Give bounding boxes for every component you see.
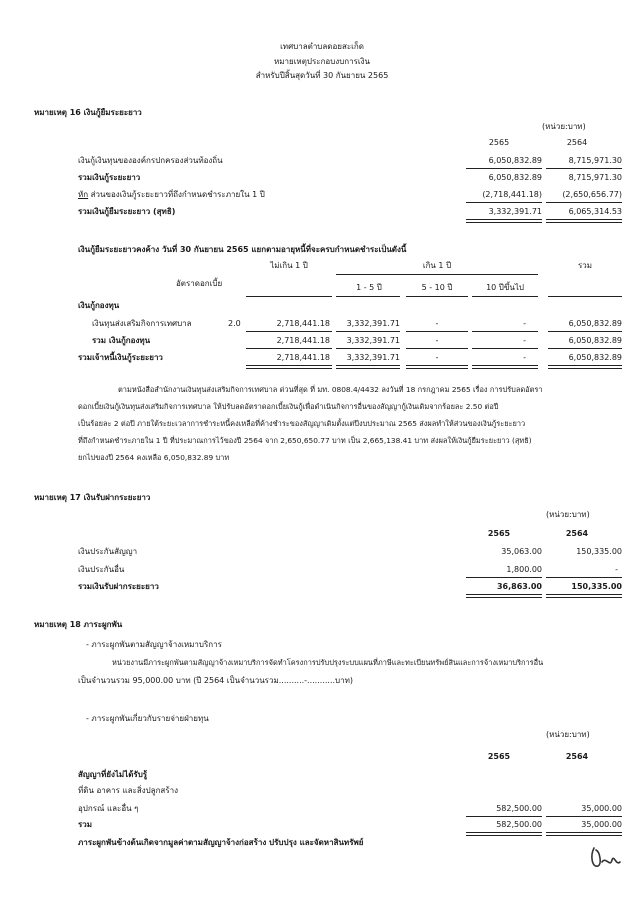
- note16-row-value-2564: 8,715,971.30: [568, 173, 622, 182]
- underline: [472, 331, 538, 332]
- note18-row-label: ที่ดิน อาคาร และสิ่งปลูกสร้าง: [78, 786, 179, 795]
- maturity-row-1-5y: 3,332,391.71: [346, 353, 400, 362]
- maturity-row-label: รวม เงินกู้กองทุน: [92, 336, 151, 345]
- note16-title: หมายเหตุ 16 เงินกู้ยืมระยะยาว: [34, 108, 142, 117]
- note18-footer: ภาระผูกพันข้างต้นเกิดจากมูลค่าตามสัญญาจ้างก่อสร้าง ปรับปรุง และจัดหาสินทรัพย์: [78, 838, 364, 847]
- underline: [246, 348, 332, 349]
- maturity-head-1-5y: 1 - 5 ปี: [356, 283, 382, 292]
- note16-row-label: รวมเงินกู้ระยะยาว: [78, 173, 141, 182]
- double-underline: [246, 365, 332, 369]
- note17-row-value-2565: 36,863.00: [496, 582, 542, 591]
- maturity-row-10y-plus: -: [523, 336, 526, 345]
- underline: [466, 577, 542, 578]
- underline: [336, 348, 400, 349]
- double-underline: [472, 365, 538, 369]
- note16-paragraph-line: ยกไปของปี 2564 คงเหลือ 6,050,832.89 บาท: [78, 453, 230, 462]
- maturity-row-rate: 2.0: [228, 319, 241, 328]
- note18-row-value-2565: 582,500.00: [496, 820, 542, 829]
- header-rule: [406, 296, 468, 297]
- document-title: หมายเหตุประกอบงบการเงิน: [273, 57, 371, 66]
- double-underline: [546, 594, 622, 598]
- double-underline: [406, 365, 468, 369]
- note16-paragraph-line: ดอกเบี้ยเงินกู้เงินทุนส่งเสริมกิจการเทศบาล ให้ปรับลดอัตราดอกเบี้ยเงินกู้เพื่อดำเนินกิจการอื่นของสัญญากู้เงินเดิมจากร้อยละ 2.50 ต่อปี: [78, 402, 499, 411]
- maturity-row-10y-plus: -: [523, 319, 526, 328]
- header-rule: [246, 296, 332, 297]
- note16-unit: (หน่วย:บาท): [542, 122, 586, 131]
- maturity-row-1-5y: 3,332,391.71: [346, 319, 400, 328]
- note16-row-value-2565: (2,718,441.18): [482, 190, 542, 199]
- maturity-head-10y-plus: 10 ปีขึ้นไป: [486, 283, 524, 292]
- maturity-head-over-1y: เกิน 1 ปี: [422, 261, 452, 270]
- maturity-row-within-1y: 2,718,441.18: [276, 353, 330, 362]
- note18-unit: (หน่วย:บาท): [546, 730, 590, 739]
- maturity-group-label: เงินกู้กองทุน: [78, 301, 120, 310]
- note17-row-label: รวมเงินรับฝากระยะยาว: [78, 582, 159, 591]
- note17-row-value-2564: -: [615, 565, 618, 574]
- note18-row-label: รวม: [78, 820, 93, 829]
- note18-col-2565: 2565: [487, 752, 511, 761]
- note16-row-label: [78, 190, 265, 200]
- underline: [548, 348, 622, 349]
- underline: [406, 348, 468, 349]
- note18-title: หมายเหตุ 18 ภาระผูกพัน: [34, 620, 123, 629]
- note17-row-value-2565: 35,063.00: [501, 547, 542, 556]
- note17-row-label: เงินประกันสัญญา: [78, 547, 138, 556]
- note17-col-2564: 2564: [565, 529, 589, 538]
- org-name: เทศบาลตำบลดอยสะเก็ด: [280, 42, 364, 51]
- note16-row-label: รวมเงินกู้ยืมระยะยาว (สุทธิ): [78, 207, 176, 216]
- underline: [472, 348, 538, 349]
- note18-paragraph-line: เป็นจำนวนรวม 95,000.00 บาท (ปี 2564 เป็นจำนวนรวม..........-...........บาท): [78, 676, 353, 685]
- note16-col-2564: 2564: [566, 138, 588, 147]
- note17-row-value-2564: 150,335.00: [576, 547, 622, 556]
- maturity-row-total: 6,050,832.89: [568, 319, 622, 328]
- deduct-label: หัก: [78, 190, 89, 199]
- header-rule: [336, 274, 538, 275]
- underline: [546, 168, 622, 169]
- maturity-title: เงินกู้ยืมระยะยาวคงค้าง วันที่ 30 กันยายน 2565 แยกตามอายุหนี้ที่จะครบกำหนดชำระเป็นดังนี้: [78, 245, 407, 254]
- note16-row-value-2564: 8,715,971.30: [568, 156, 622, 165]
- note17-row-value-2564: 150,335.00: [571, 582, 622, 591]
- double-underline: [546, 219, 622, 223]
- note17-unit: (หน่วย:บาท): [546, 510, 590, 519]
- maturity-row-5-10y: -: [435, 353, 439, 362]
- note18-subheading: - ภาระผูกพันเกี่ยวกับรายจ่ายฝ่ายทุน: [86, 714, 209, 723]
- maturity-row-5-10y: -: [435, 336, 439, 345]
- underline: [336, 331, 400, 332]
- note18-row-value-2564: 35,000.00: [581, 820, 622, 829]
- header-rule: [548, 296, 622, 297]
- underline: [246, 331, 332, 332]
- header-rule: [472, 296, 538, 297]
- note16-row-value-2565: 3,332,391.71: [488, 207, 542, 216]
- note17-row-label: เงินประกันอื่น: [78, 565, 125, 574]
- underline: [466, 168, 542, 169]
- note18-heading: สัญญาที่ยังไม่ได้รับรู้: [78, 770, 148, 779]
- maturity-row-label: เงินทุนส่งเสริมกิจการเทศบาล: [92, 319, 192, 328]
- maturity-row-total: 6,050,832.89: [568, 336, 622, 345]
- underline: [546, 202, 622, 203]
- period-title: สำหรับปีสิ้นสุดวันที่ 30 กันยายน 2565: [255, 71, 389, 80]
- signature-initials: [588, 842, 622, 872]
- underline: [546, 577, 622, 578]
- note16-col-2565: 2565: [488, 138, 510, 147]
- note18-paragraph-line: หน่วยงานมีภาระผูกพันตามสัญญาจ้างเหมาบริการจัดทำโครงการปรับปรุงระบบแผนที่ภาษีและทะเบียนทรัพย์สินและการจ้างเหมาบริการอื่น: [112, 658, 544, 667]
- underline: [548, 331, 622, 332]
- underline: [406, 331, 468, 332]
- maturity-row-10y-plus: -: [523, 353, 526, 362]
- note16-row-value-2565: 6,050,832.89: [488, 173, 542, 182]
- note16-paragraph-line: เป็นร้อยละ 2 ต่อปี ภายใต้ระยะเวลาการชำระหนี้คงเหลือที่ค้างชำระของสัญญาเดิมตั้งแต่ปีงบประมาณ 2565 ส่งผลทำให้ส่วนของเงินกู้ระยะยาว: [78, 419, 526, 428]
- note16-row-value-2565: 6,050,832.89: [488, 156, 542, 165]
- note16-paragraph-line: ที่ถึงกำหนดชำระภายใน 1 ปี ที่ประมาณการไว้ของปี 2564 จาก 2,650,650.77 บาท เป็น 2,665,138.41 บาท ส่งผลให้เงินกู้ยืมระยะยาว (สุทธิ): [78, 436, 532, 445]
- note16-row-value-2564: 6,065,314.53: [568, 207, 622, 216]
- note18-col-2564: 2564: [565, 752, 589, 761]
- note18-row-value-2565: 582,500.00: [496, 804, 542, 813]
- note18-row-value-2564: 35,000.00: [581, 804, 622, 813]
- double-underline: [466, 219, 542, 223]
- note16-paragraph-line: ตามหนังสือสำนักงานเงินทุนส่งเสริมกิจการเทศบาล ด่วนที่สุด ที่ มท. 0808.4/4432 ลงวันที่ 18 กรกฎาคม 2565 เรื่อง การปรับลดอัตรา: [118, 385, 543, 394]
- underline: [466, 816, 542, 817]
- deduct-text: ส่วนของเงินกู้ระยะยาวที่ถึงกำหนดชำระภายใน 1 ปี: [88, 190, 265, 199]
- maturity-head-total: รวม: [577, 261, 593, 270]
- double-underline: [548, 365, 622, 369]
- maturity-row-1-5y: 3,332,391.71: [346, 336, 400, 345]
- note16-row-value-2564: (2,650,656.77): [562, 190, 622, 199]
- maturity-row-within-1y: 2,718,441.18: [276, 336, 330, 345]
- maturity-head-within-1y: ไม่เกิน 1 ปี: [270, 261, 308, 270]
- maturity-row-5-10y: -: [435, 319, 439, 328]
- maturity-head-rate: อัตราดอกเบี้ย: [176, 279, 223, 288]
- maturity-head-5-10y: 5 - 10 ปี: [421, 283, 453, 292]
- underline: [466, 202, 542, 203]
- note17-title: หมายเหตุ 17 เงินรับฝากระยะยาว: [34, 493, 151, 502]
- note18-subheading: - ภาระผูกพันตามสัญญาจ้างเหมาบริการ: [86, 640, 222, 649]
- underline: [546, 816, 622, 817]
- header-rule: [336, 296, 400, 297]
- maturity-row-label: รวมเจ้าหนี้เงินกู้ระยะยาว: [78, 353, 163, 362]
- note17-col-2565: 2565: [487, 529, 511, 538]
- maturity-row-total: 6,050,832.89: [568, 353, 622, 362]
- note18-row-label: อุปกรณ์ และอื่น ๆ: [78, 804, 139, 813]
- note17-row-value-2565: 1,800.00: [506, 565, 542, 574]
- double-underline: [466, 594, 542, 598]
- double-underline: [546, 832, 622, 836]
- double-underline: [466, 832, 542, 836]
- note16-row-label: เงินกู้เงินทุนขององค์กรปกครองส่วนท้องถิ่น: [78, 156, 223, 165]
- double-underline: [336, 365, 400, 369]
- maturity-row-within-1y: 2,718,441.18: [276, 319, 330, 328]
